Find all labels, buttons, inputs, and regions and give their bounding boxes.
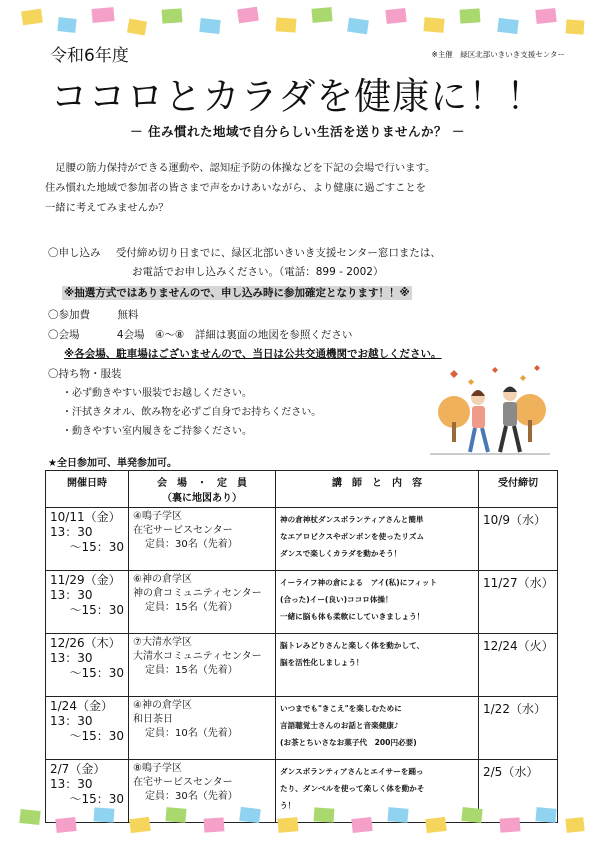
content-cell — [276, 571, 479, 634]
event-start-time: 13：30 — [50, 714, 93, 728]
venue-cell — [129, 634, 276, 697]
schedule-table — [45, 470, 558, 823]
event-date: 12/26（木） — [50, 636, 121, 650]
header-deadline: 受付締切 — [479, 471, 558, 508]
confetti — [129, 817, 151, 833]
event-end-time: ～15：30 — [69, 729, 124, 743]
application-notice: ※抽選方式ではありませんので、申し込み時に参加確定となります！！※ — [64, 287, 410, 299]
header-datetime: 開催日時 — [46, 471, 129, 508]
confetti — [277, 817, 298, 833]
venue-district: ⑥神の倉学区 — [133, 574, 192, 585]
venue-capacity: 定員：30名（先着） — [145, 791, 238, 802]
confetti — [162, 8, 183, 23]
confetti — [311, 7, 332, 23]
confetti — [276, 17, 297, 32]
content-line: 一緒に脳も体も柔軟にしていきましょう！ — [280, 612, 425, 621]
event-end-time: ～15：30 — [69, 603, 124, 617]
date-cell — [46, 508, 129, 571]
venue-place: 在宅サービスセンター — [133, 525, 233, 536]
venue-notice-wrap — [64, 346, 442, 361]
confetti — [566, 19, 585, 34]
event-end-time: ～15：30 — [69, 792, 124, 806]
venue-capacity: 定員：15名（先着） — [145, 602, 238, 613]
confetti — [19, 809, 40, 825]
application-notice-wrap — [62, 285, 412, 300]
application-row — [48, 245, 441, 260]
content-line: (お茶とちいさなお菓子代 200円必要) — [280, 738, 417, 747]
confetti — [497, 18, 519, 34]
event-end-time: ～15：30 — [69, 666, 124, 680]
header-venue-label: 会 場 ・ 定 員 — [157, 478, 247, 489]
confetti — [314, 807, 335, 822]
application-label: 〇申し込み — [48, 247, 101, 259]
venue-place: 和日茶日 — [133, 714, 173, 725]
confetti — [57, 17, 76, 33]
table-row — [46, 571, 558, 634]
deadline-cell: 1/22（水） — [479, 697, 558, 760]
event-start-time: 13：30 — [50, 777, 93, 791]
confetti — [55, 817, 76, 833]
content-line: なエアロビクスやポンポンを使ったリズム — [280, 532, 425, 541]
application-line1: 受付締め切り日までに、緑区北部いきいき支援センター窓口または、 — [115, 247, 441, 259]
content-line: ダンスで楽しくカラダを動かそう！ — [280, 549, 402, 558]
fee-value: 無料 — [117, 309, 139, 321]
content-line: 神の倉神杖ダンスボランティアさんと簡単 — [280, 515, 424, 524]
organizer: ※主催 緑区北部いきいき支援センター — [431, 50, 565, 59]
confetti — [387, 807, 408, 823]
confetti — [237, 7, 259, 24]
table-row — [46, 634, 558, 697]
table-row — [46, 508, 558, 571]
application-line2: お電話でお申し込みください。（電話：899 - 2002） — [132, 266, 384, 278]
venue-row — [48, 327, 352, 342]
belongings-item: ・動きやすい室内履きをご持参ください。 — [62, 426, 252, 437]
content-line: たり、ダンベルを使って楽しく体を動かそ — [280, 784, 425, 793]
belongings-label: 〇持ち物・服装 — [48, 368, 122, 380]
event-start-time: 13：30 — [50, 651, 93, 665]
content-line: いつまでも"きこえ"を楽しむために — [280, 704, 402, 713]
confetti — [500, 817, 521, 832]
fee-label: 〇参加費 — [48, 309, 90, 321]
confetti — [460, 8, 481, 23]
venue-capacity: 定員：15名（先着） — [145, 665, 238, 676]
content-line: う！ — [280, 801, 296, 810]
confetti — [21, 9, 43, 26]
confetti — [204, 817, 225, 832]
confetti — [351, 817, 372, 833]
content-line: 脳を活性化しましょう！ — [280, 658, 364, 667]
venue-district: ⑧鳴子学区 — [133, 763, 182, 774]
content-cell — [276, 508, 479, 571]
confetti — [423, 17, 444, 33]
event-start-time: 13：30 — [50, 525, 93, 539]
venue-place: 大清水コミュニティセンター — [133, 651, 262, 662]
content-cell — [276, 697, 479, 760]
deadline-cell: 11/27（水） — [479, 571, 558, 634]
intro-line: 一緒に考えてみませんか？ — [45, 202, 169, 214]
confetti — [199, 18, 220, 34]
participation-note: ★全日参加可、単発参加可。 — [48, 458, 177, 469]
confetti — [535, 807, 556, 823]
table-row — [46, 697, 558, 760]
content-cell — [276, 634, 479, 697]
date-cell — [46, 697, 129, 760]
confetti — [461, 807, 482, 823]
page-title: ココロとカラダを健康に！！ — [50, 75, 545, 118]
venue-notice: ※各会場、駐車場はございませんので、当日は公共交通機関でお越しください。 — [64, 348, 442, 360]
confetti — [347, 18, 369, 35]
event-date: 2/7（金） — [50, 762, 106, 776]
deadline-cell: 12/24（火） — [479, 634, 558, 697]
venue-district: ④鳴子学区 — [133, 511, 182, 522]
fiscal-year: 令和6年度 — [50, 46, 129, 66]
table-header-row — [46, 471, 558, 508]
event-date: 11/29（金） — [50, 573, 121, 587]
venue-label: 〇会場 — [48, 329, 80, 341]
header-content: 講 師 と 内 容 — [276, 471, 479, 508]
content-cell — [276, 760, 479, 823]
date-cell — [46, 571, 129, 634]
belongings-item: ・汗拭きタオル、飲み物を必ずご自身でお持ちください。 — [62, 407, 322, 418]
confetti — [239, 807, 261, 823]
venue-place: 在宅サービスセンター — [133, 777, 233, 788]
venue-place: 神の倉コミュニティセンター — [133, 588, 262, 599]
venue-district: ⑦大清水学区 — [133, 637, 192, 648]
content-line: 脳トレみどりさんと楽しく体を動かして、 — [280, 641, 425, 650]
venue-cell — [129, 508, 276, 571]
venue-district: ④神の倉学区 — [133, 700, 192, 711]
confetti — [535, 8, 556, 24]
intro-text — [45, 158, 555, 218]
intro-line: 住み慣れた地域で参加者の皆さまで声をかけあいながら、より健康に過ごすことを — [45, 182, 426, 194]
subtitle: － 住み慣れた地域で自分らしい生活を送りませんか？ － — [130, 124, 465, 139]
content-line: ダンスボランティアさんとエイサーを踊っ — [280, 767, 424, 776]
content-line: イーライフ神の倉による アイ(私)にフィット — [280, 578, 438, 587]
confetti — [94, 807, 115, 822]
venue-cell — [129, 571, 276, 634]
event-end-time: ～15：30 — [69, 540, 124, 554]
venue-capacity: 定員：30名（先着） — [145, 539, 238, 550]
confetti — [127, 19, 147, 36]
venue-count: 4会場 ④～⑧ 詳細は裏面の地図を参照ください — [116, 329, 353, 341]
fee-row — [48, 307, 138, 322]
event-date: 1/24（金） — [50, 699, 113, 713]
content-line: 言語聴覚士さんのお話と音楽健康♪ — [280, 721, 399, 730]
confetti — [165, 807, 186, 823]
content-line: (合った)イー(良い)ココロ体操！ — [280, 595, 393, 604]
deadline-cell: 10/9（水） — [479, 508, 558, 571]
autumn-leaves-icon — [450, 365, 540, 385]
venue-cell — [129, 697, 276, 760]
header-venue — [129, 471, 276, 508]
intro-line: 足腰の筋力保持ができる運動や、認知症予防の体操などを下記の会場で行います。 — [45, 162, 436, 174]
event-date: 10/11（金） — [50, 510, 121, 524]
date-cell — [46, 634, 129, 697]
venue-capacity: 定員：10名（先着） — [145, 728, 238, 739]
date-cell — [46, 760, 129, 823]
confetti — [385, 8, 406, 24]
deadline-cell: 2/5（水） — [479, 760, 558, 823]
belongings-item: ・必ず動きやすい服装でお越しください。 — [62, 388, 252, 399]
walking-couple-illustration — [430, 362, 550, 462]
confetti — [425, 817, 447, 833]
confetti — [91, 7, 114, 23]
confetti — [565, 817, 584, 833]
event-start-time: 13：30 — [50, 588, 93, 602]
header-map-note: （裏に地図あり） — [162, 493, 242, 504]
